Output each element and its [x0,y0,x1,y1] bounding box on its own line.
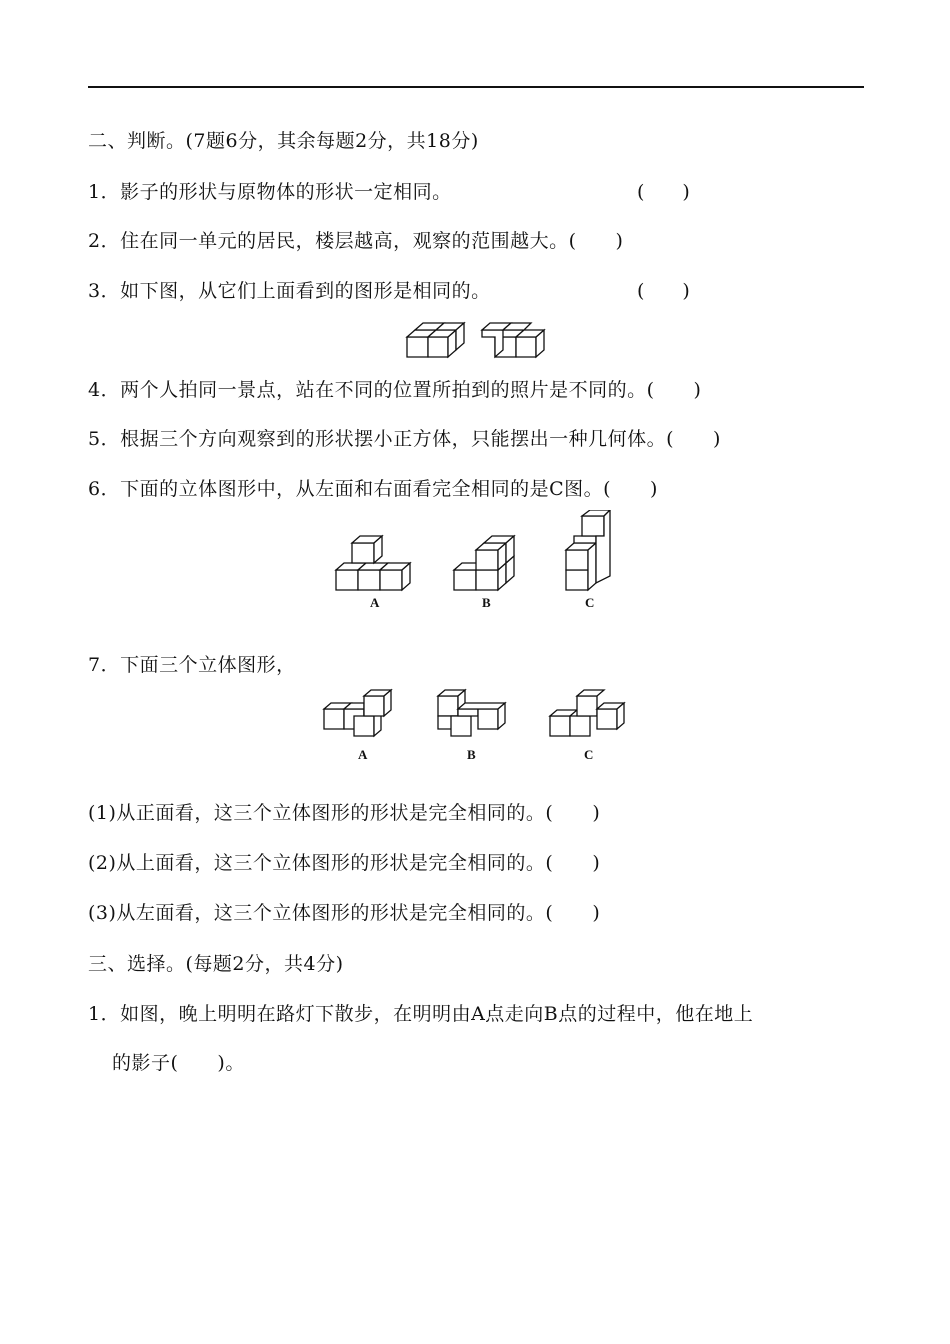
q6-label-c: C [585,595,595,610]
section-2-heading: 二、判断。(7题6分，其余每题2分，共18分) [88,130,479,152]
answer-blank-2-3[interactable]: ( ) [637,280,690,302]
question-2-7-3: (3)从左面看，这三个立体图形的形状是完全相同的。( ) [88,902,601,924]
question-2-7: 7．下面三个立体图形， [88,654,296,676]
question-2-3: 3．如下图，从它们上面看到的图形是相同的。 [88,280,491,302]
q6-cube-figures [330,510,620,592]
q7-cube-figures [318,684,638,744]
question-2-7-2: (2)从上面看，这三个立体图形的形状是完全相同的。( ) [88,852,601,874]
question-2-1: 1．影子的形状与原物体的形状一定相同。 [88,181,452,203]
question-3-1-line-2: 的影子( )。 [112,1052,245,1074]
q3-cube-figures [400,310,550,362]
question-2-6: 6．下面的立体图形中，从左面和右面看完全相同的是C图。( ) [88,478,658,500]
question-2-4: 4．两个人拍同一景点，站在不同的位置所拍到的照片是不同的。( ) [88,379,702,401]
q6-label-a: A [370,595,380,610]
q7-label-a: A [358,747,368,762]
q6-label-b: B [482,595,491,610]
question-2-2: 2．住在同一单元的居民，楼层越高，观察的范围越大。( ) [88,230,624,252]
answer-blank-2-1[interactable]: ( ) [637,181,690,203]
question-2-7-1: (1)从正面看，这三个立体图形的形状是完全相同的。( ) [88,802,601,824]
question-3-1-line-1: 1．如图，晚上明明在路灯下散步，在明明由A点走向B点的过程中，他在地上 [88,1003,754,1025]
question-2-5: 5．根据三个方向观察到的形状摆小正方体，只能摆出一种几何体。( ) [88,428,721,450]
q7-label-b: B [467,747,476,762]
section-3-heading: 三、选择。(每题2分，共4分) [88,953,344,975]
q7-label-c: C [584,747,594,762]
top-rule [88,86,864,88]
